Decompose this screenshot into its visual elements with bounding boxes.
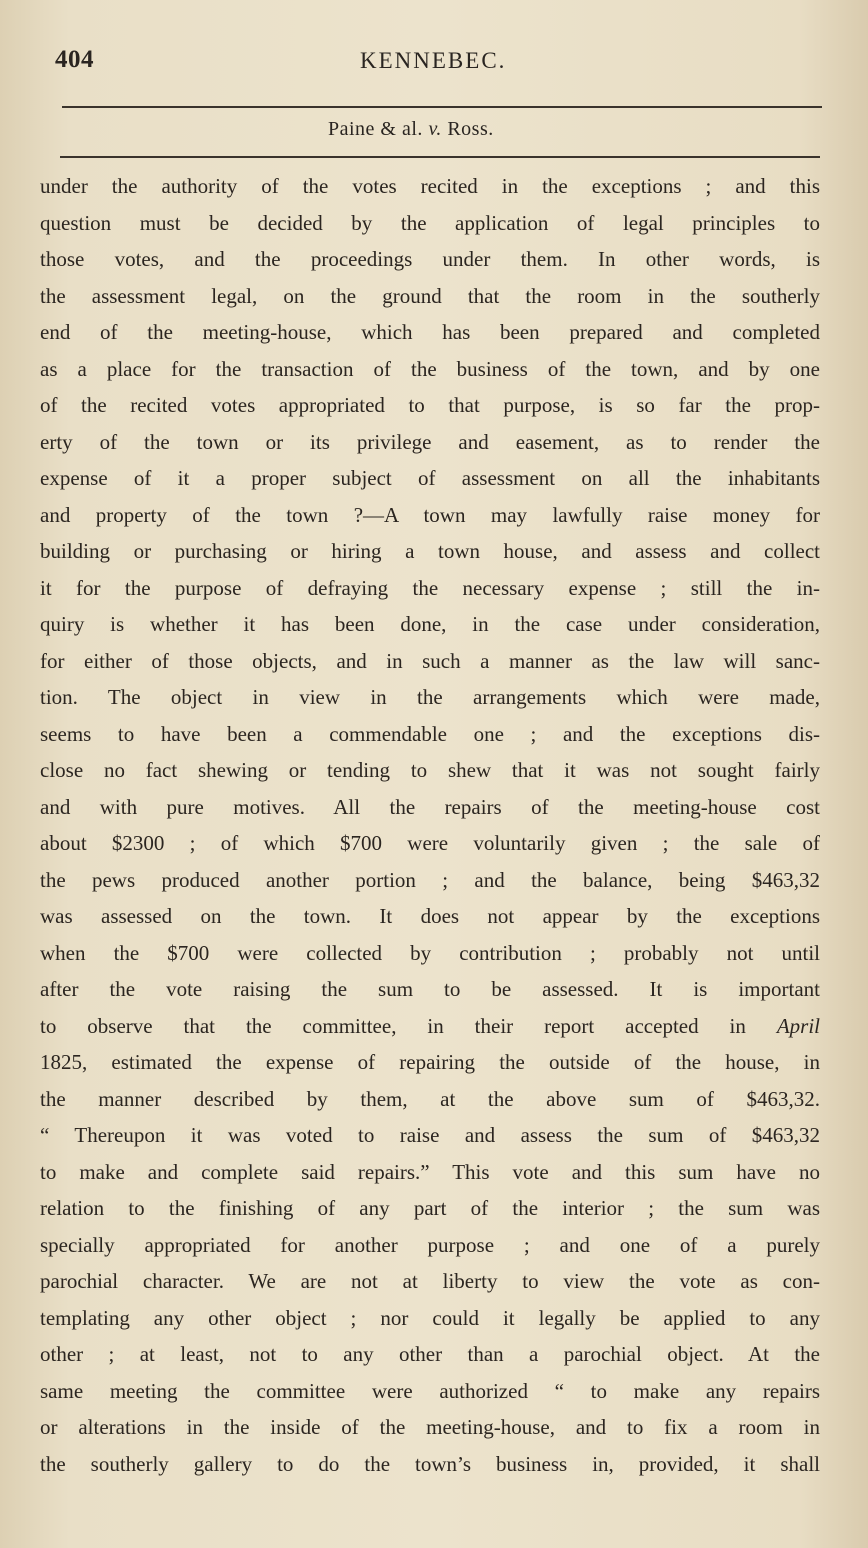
- case-plaintiff: Paine & al.: [328, 118, 423, 140]
- text-line: specially appropriated for another purpose ; and one of a purely: [40, 1232, 820, 1257]
- case-versus: v.: [428, 118, 442, 140]
- header-rule-top: [62, 106, 822, 108]
- text-line: question must be decided by the application of legal principles to: [40, 210, 820, 235]
- page-header: [55, 42, 815, 82]
- text-line: the manner described by them, at the above sum of $463,32.: [40, 1086, 820, 1111]
- text-line: and with pure motives. All the repairs of the meeting-house cost: [40, 794, 820, 819]
- text-line: to make and complete said repairs.” This vote and this sum have no: [40, 1159, 820, 1184]
- text-line: about $2300 ; of which $700 were voluntarily given ; the sale of: [40, 831, 820, 855]
- text-line: of the recited votes appropriated to that purpose, is so far the prop-: [40, 393, 820, 417]
- text-line: those votes, and the proceedings under them. In other words, is: [40, 247, 820, 271]
- running-head: KENNEBEC.: [360, 48, 507, 73]
- text-line: relation to the finishing of any part of the interior ; the sum was: [40, 1196, 820, 1220]
- case-title: [328, 118, 494, 141]
- text-line: as a place for the transaction of the business of the town, and by one: [40, 356, 820, 381]
- text-line: it for the purpose of defraying the necessary expense ; still the in-: [40, 575, 820, 600]
- text-line: the pews produced another portion ; and the balance, being $463,32: [40, 867, 820, 892]
- text-line: 1825, estimated the expense of repairing the outside of the house, in: [40, 1050, 820, 1074]
- text-line: and property of the town ?—A town may lawfully raise money for: [40, 502, 820, 527]
- text-line: was assessed on the town. It does not appear by the exceptions: [40, 904, 820, 928]
- header-rule-bottom: [60, 156, 820, 158]
- text-line: for either of those objects, and in such a manner as the law will sanc-: [40, 648, 820, 673]
- text-line: building or purchasing or hiring a town house, and assess and collect: [40, 539, 820, 563]
- text-line: the southerly gallery to do the town’s business in, provided, it shall: [40, 1451, 820, 1476]
- text-line: expense of it a proper subject of assessment on all the inhabitants: [40, 466, 820, 490]
- text-line: same meeting the committee were authorized “ to make any repairs: [40, 1378, 820, 1403]
- text-line: quiry is whether it has been done, in the case under consideration,: [40, 612, 820, 636]
- text-line: other ; at least, not to any other than a parochial object. At the: [40, 1342, 820, 1366]
- body-text: [40, 168, 820, 1482]
- text-line: or alterations in the inside of the meeting-house, and to fix a room in: [40, 1415, 820, 1439]
- text-line: templating any other object ; nor could it legally be applied to any: [40, 1305, 820, 1330]
- case-defendant: Ross.: [447, 118, 494, 140]
- text-line-part: to observe that the committee, in their report accepted in: [40, 1013, 746, 1038]
- text-line: erty of the town or its privilege and easement, as to render the: [40, 429, 820, 454]
- text-line: close no fact shewing or tending to shew that it was not sought fairly: [40, 758, 820, 782]
- text-line: end of the meeting-house, which has been prepared and completed: [40, 320, 820, 344]
- text-line: the assessment legal, on the ground that the room in the southerly: [40, 283, 820, 308]
- italic-word: April: [776, 1013, 821, 1038]
- text-line: seems to have been a commendable one ; and the exceptions dis-: [40, 721, 820, 746]
- text-line: under the authority of the votes recited in the exceptions ; and this: [40, 174, 820, 198]
- text-line: after the vote raising the sum to be assessed. It is important: [40, 977, 820, 1001]
- page-number: 404: [55, 46, 94, 73]
- text-line: parochial character. We are not at liberty to view the vote as con-: [40, 1269, 820, 1293]
- text-line: “ Thereupon it was voted to raise and assess the sum of $463,32: [40, 1123, 820, 1147]
- text-line: when the $700 were collected by contribution ; probably not until: [40, 940, 820, 965]
- text-line: tion. The object in view in the arrangements which were made,: [40, 685, 820, 709]
- text-line-with-italic: [40, 1008, 820, 1045]
